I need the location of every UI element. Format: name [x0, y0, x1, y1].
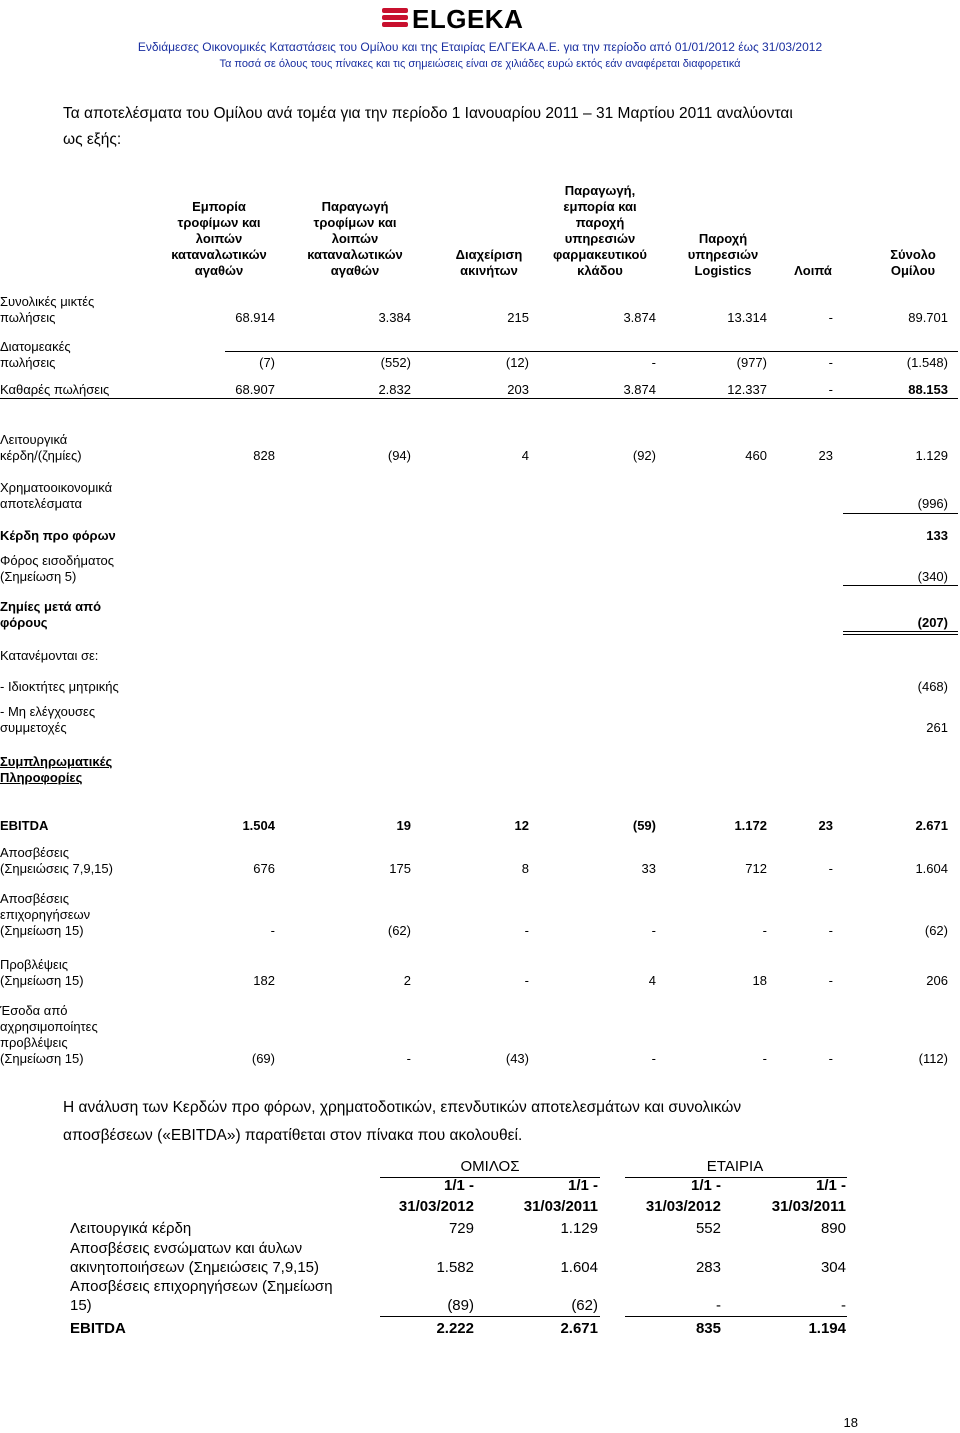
- divider: [225, 351, 958, 352]
- segment-cell: 19: [396, 818, 411, 833]
- segment-row-label: Λειτουργικά: [0, 432, 68, 447]
- segment-cell: 460: [745, 448, 767, 463]
- period-header: 31/03/2011: [771, 1198, 846, 1215]
- segment-column-header: Παραγωγή,: [564, 183, 636, 198]
- header-subtitle: Τα ποσά σε όλους τους πίνακες και τις σημειώσεις είναι σε χιλιάδες ευρώ εκτός εάν αναφέρεται διαφορετικά: [219, 58, 741, 70]
- segment-column-header: υπηρεσιών: [564, 231, 636, 246]
- ebitda-cell: 729: [448, 1220, 474, 1237]
- segment-row-label: (Σημείωση 5): [0, 569, 77, 584]
- segment-cell: 712: [745, 861, 767, 876]
- company-logo: [382, 6, 582, 32]
- ebitda-cell: 304: [820, 1258, 846, 1276]
- segment-cell: 33: [641, 861, 656, 876]
- segment-row-label: - Μη ελέγχουσες: [0, 704, 96, 719]
- segment-row-label: Φόρος εισοδήματος: [0, 553, 114, 568]
- segment-row-label: προβλέψεις: [0, 1035, 68, 1050]
- segment-cell: 88.153: [908, 382, 948, 397]
- segment-row-label: (Σημείωση 15): [0, 923, 84, 938]
- ebitda-row-label: EBITDA: [70, 1320, 126, 1337]
- ebitda-cell: 890: [820, 1220, 846, 1237]
- segment-column-header: Παροχή: [698, 231, 748, 246]
- ebitda-cell: 2.222: [436, 1320, 474, 1337]
- segment-cell: 215: [507, 310, 529, 325]
- segment-cell: 1.504: [242, 818, 275, 833]
- segment-cell: 676: [253, 861, 275, 876]
- segment-cell: -: [406, 1051, 411, 1066]
- segment-cell: -: [828, 861, 833, 876]
- ebitda-cell: 835: [695, 1320, 721, 1337]
- segment-row-label: φόρους: [0, 615, 48, 630]
- segment-cell: (94): [387, 448, 411, 463]
- segment-cell: 3.874: [623, 310, 656, 325]
- segment-row-label: Διατομεακές: [0, 339, 71, 354]
- segment-total-cell: 133: [926, 528, 948, 543]
- segment-cell: 3.384: [378, 310, 411, 325]
- group-header: ΟΜΙΛΟΣ: [460, 1158, 520, 1175]
- ebitda-cell: (62): [571, 1296, 598, 1314]
- ebitda-cell: 552: [695, 1220, 721, 1237]
- ebitda-cell: -: [841, 1296, 846, 1314]
- segment-row-label: (Σημειώσεις 7,9,15): [0, 861, 113, 876]
- segment-column-header: Σύνολο: [890, 247, 936, 262]
- segment-row-label: αχρησιμοποίητες: [0, 1019, 98, 1034]
- group-header: ΕΤΑΙΡΙΑ: [706, 1158, 764, 1175]
- segment-row-label: EBITDA: [0, 818, 49, 833]
- segment-cell: (59): [632, 818, 656, 833]
- segment-cell: 2: [403, 973, 411, 988]
- segment-row-label: πωλήσεις: [0, 310, 56, 325]
- segment-cell: -: [524, 973, 529, 988]
- segment-total-cell: (340): [917, 569, 948, 584]
- segment-cell: -: [762, 1051, 767, 1066]
- segment-cell: 203: [507, 382, 529, 397]
- segment-cell: (7): [259, 355, 275, 370]
- segment-cell: -: [651, 923, 656, 938]
- segment-cell: (62): [924, 923, 948, 938]
- segment-cell: 18: [752, 973, 767, 988]
- segment-cell: (552): [380, 355, 411, 370]
- segment-cell: (12): [505, 355, 529, 370]
- ebitda-cell: 283: [695, 1258, 721, 1276]
- segment-row-label: κέρδη/(ζημίες): [0, 448, 82, 463]
- ebitda-cell: -: [716, 1296, 721, 1314]
- period-header: 31/03/2012: [398, 1198, 474, 1215]
- ebitda-row-label: Αποσβέσεις επιχορηγήσεων (Σημείωση: [70, 1278, 333, 1295]
- segment-cell: -: [762, 923, 767, 938]
- segment-cell: -: [651, 355, 656, 370]
- segment-cell: 13.314: [727, 310, 767, 325]
- page-number: 18: [843, 1415, 858, 1430]
- segment-row-label: Χρηματοοικονομικά: [0, 480, 113, 495]
- segment-total-cell: 261: [926, 720, 948, 735]
- segment-cell: 1.129: [915, 448, 948, 463]
- segment-cell: 68.907: [235, 382, 275, 397]
- segment-row-label: - Ιδιοκτήτες μητρικής: [0, 679, 119, 694]
- logo-text: ELGEKA: [412, 4, 524, 34]
- segment-cell: -: [828, 973, 833, 988]
- divider: [625, 1316, 847, 1317]
- segment-row-label: επιχορηγήσεων: [0, 907, 91, 922]
- segment-column-header: κλάδου: [577, 263, 623, 278]
- analysis-paragraph-line1: Η ανάλυση των Κερδών προ φόρων, χρηματοδοτικών, επενδυτικών αποτελεσμάτων και συνολικών: [63, 1099, 742, 1116]
- segment-row-label: πωλήσεις: [0, 355, 56, 370]
- segment-column-header: Εμπορία: [192, 199, 246, 214]
- segment-column-header: καταναλωτικών: [307, 247, 403, 262]
- segment-row-label: συμμετοχές: [0, 720, 67, 735]
- segment-cell: -: [828, 1051, 833, 1066]
- segment-cell: -: [651, 1051, 656, 1066]
- segment-cell: -: [828, 382, 833, 397]
- segment-cell: 206: [926, 973, 948, 988]
- ebitda-cell: (89): [447, 1296, 474, 1314]
- ebitda-row-label: Λειτουργικά κέρδη: [70, 1220, 192, 1237]
- segment-column-header: Διαχείριση: [455, 247, 523, 262]
- analysis-paragraph-line2: αποσβέσεων («EBITDA») παρατίθεται στον πίνακα που ακολουθεί.: [63, 1127, 523, 1144]
- segment-total-cell: (996): [917, 496, 948, 511]
- segment-row-label: Αποσβέσεις: [0, 891, 69, 906]
- segment-column-header: Ομίλου: [890, 263, 936, 278]
- segment-cell: -: [270, 923, 275, 938]
- ebitda-row-label: Αποσβέσεις ενσώματων και άυλων: [70, 1240, 303, 1257]
- segment-total-cell: (207): [917, 615, 948, 630]
- segment-row-label: Προβλέψεις: [0, 957, 69, 972]
- ebitda-cell: 1.194: [808, 1320, 846, 1337]
- segment-cell: 828: [253, 448, 275, 463]
- segment-row-label: Ζημίες μετά από: [0, 599, 102, 614]
- segment-cell: (977): [736, 355, 767, 370]
- segment-cell: -: [828, 310, 833, 325]
- double-divider: [843, 631, 958, 635]
- segment-row-label: Έσοδα από: [0, 1003, 68, 1018]
- segment-cell: 4: [648, 973, 656, 988]
- segment-cell: 1.172: [734, 818, 767, 833]
- segment-column-header: Logistics: [694, 263, 752, 278]
- segment-cell: (62): [387, 923, 411, 938]
- segment-column-header: αγαθών: [330, 263, 380, 278]
- segment-column-header: λοιπών: [195, 231, 243, 246]
- ebitda-row-label: ακινητοποιήσεων (Σημειώσεις 7,9,15): [70, 1258, 320, 1276]
- segment-column-header: εμπορία και: [563, 199, 637, 214]
- segment-column-header: αγαθών: [194, 263, 244, 278]
- header-title: Ενδιάμεσες Οικονομικές Καταστάσεις του Ομίλου και της Εταιρίας ΕΛΓΕΚΑ Α.Ε. για την περίοδο από 01/01/2012 έως 31/03/2012: [137, 40, 823, 54]
- segment-cell: 8: [521, 861, 529, 876]
- period-header-top: 1/1 -: [815, 1177, 846, 1194]
- segment-cell: (92): [632, 448, 656, 463]
- segment-column-header: Παραγωγή: [321, 199, 389, 214]
- period-header-top: 1/1 -: [567, 1177, 598, 1194]
- segment-column-header: Λοιπά: [794, 263, 832, 278]
- segment-row-label: Κέρδη προ φόρων: [0, 528, 116, 543]
- divider: [380, 1316, 600, 1317]
- segment-cell: 23: [818, 818, 833, 833]
- segment-cell: 2.832: [378, 382, 411, 397]
- segment-row-label: αποτελέσματα: [0, 496, 83, 511]
- segment-cell: (69): [251, 1051, 275, 1066]
- period-header-top: 1/1 -: [443, 1177, 474, 1194]
- segment-row-label: Συμπληρωματικές: [0, 754, 113, 769]
- segment-row-label: Συνολικές μικτές: [0, 294, 95, 309]
- divider: [843, 585, 958, 586]
- segment-column-header: φαρμακευτικού: [552, 247, 647, 262]
- segment-cell: 89.701: [908, 310, 948, 325]
- segment-cell: 2.671: [915, 818, 948, 833]
- segment-row-label: Αποσβέσεις: [0, 845, 69, 860]
- ebitda-row-label: 15): [70, 1296, 92, 1314]
- segment-column-header: παροχή: [575, 215, 625, 230]
- divider: [843, 513, 958, 514]
- segment-column-header: υπηρεσιών: [687, 247, 759, 262]
- ebitda-cell: 1.129: [560, 1220, 598, 1237]
- segment-cell: 3.874: [623, 382, 656, 397]
- segment-row-label: Πληροφορίες: [0, 770, 83, 785]
- segment-total-cell: (468): [917, 679, 948, 694]
- segment-row-label: Καθαρές πωλήσεις: [0, 382, 110, 397]
- segment-cell: (1.548): [906, 355, 948, 370]
- divider: [0, 398, 958, 399]
- segment-column-header: λοιπών: [331, 231, 379, 246]
- segment-column-header: τροφίμων και: [313, 215, 397, 230]
- segment-column-header: τροφίμων και: [177, 215, 261, 230]
- period-header: 31/03/2012: [645, 1198, 721, 1215]
- segment-cell: 182: [253, 973, 275, 988]
- ebitda-cell: 1.582: [436, 1258, 474, 1276]
- ebitda-cell: 1.604: [560, 1258, 598, 1276]
- segment-cell: -: [524, 923, 529, 938]
- segment-cell: 23: [818, 448, 833, 463]
- ebitda-cell: 2.671: [560, 1320, 598, 1337]
- segment-cell: 68.914: [235, 310, 275, 325]
- logo-stripes-icon: [382, 8, 408, 28]
- segment-cell: (43): [505, 1051, 529, 1066]
- segment-row-label: (Σημείωση 15): [0, 1051, 84, 1066]
- segment-row-label: (Σημείωση 15): [0, 973, 84, 988]
- segment-row-label: Κατανέμονται σε:: [0, 648, 99, 663]
- segment-cell: -: [828, 355, 833, 370]
- segment-column-header: ακινήτων: [460, 263, 518, 278]
- intro-paragraph: Τα αποτελέσματα του Ομίλου ανά τομέα για την περίοδο 1 Ιανουαρίου 2011 – 31 Μαρτίου 2011 αναλύονται ως εξής:: [63, 105, 793, 148]
- segment-cell: 175: [389, 861, 411, 876]
- segment-cell: (112): [918, 1051, 948, 1066]
- period-header: 31/03/2011: [523, 1198, 598, 1215]
- segment-cell: 12: [514, 818, 529, 833]
- segment-cell: 4: [521, 448, 529, 463]
- segment-cell: 1.604: [915, 861, 948, 876]
- segment-cell: 12.337: [727, 382, 767, 397]
- segment-column-header: καταναλωτικών: [171, 247, 267, 262]
- segment-cell: -: [828, 923, 833, 938]
- period-header-top: 1/1 -: [690, 1177, 721, 1194]
